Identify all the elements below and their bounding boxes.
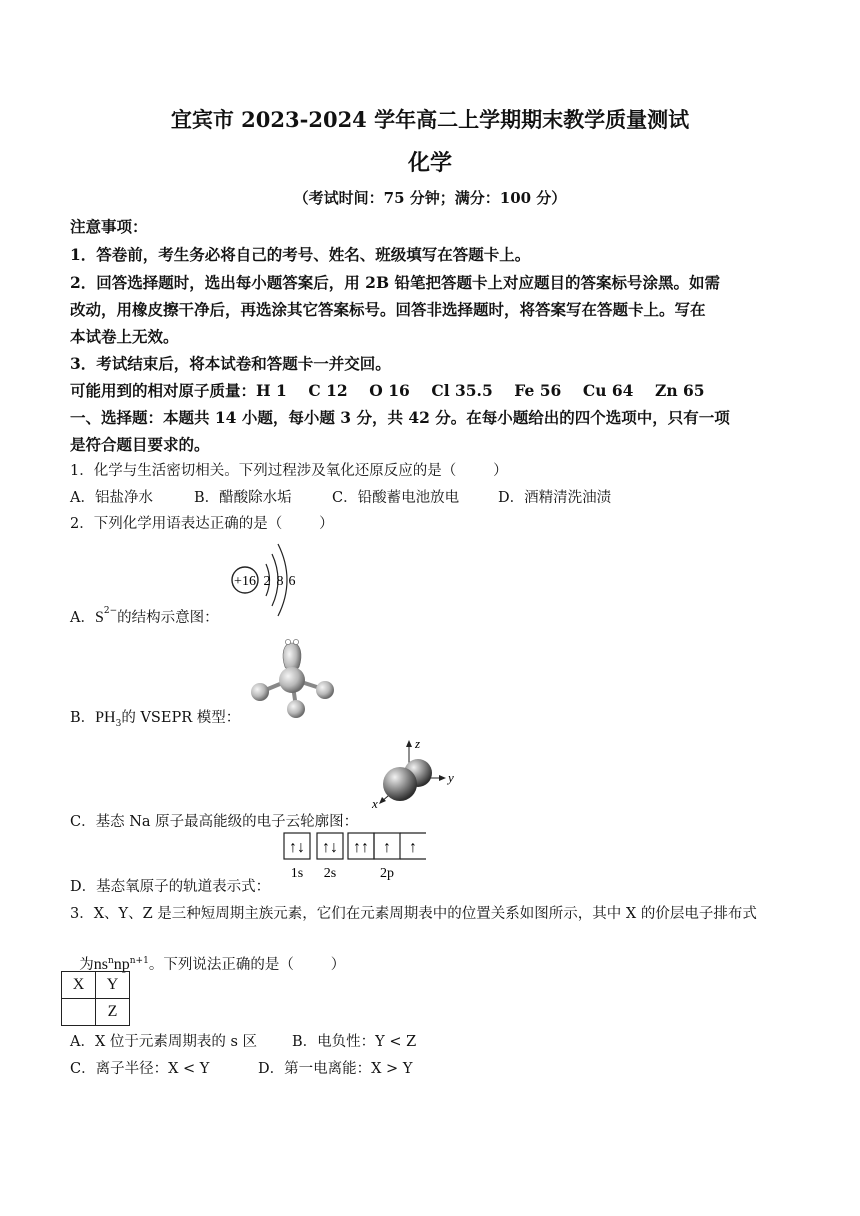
q1-options (70, 486, 611, 507)
q1-option-c: C．铅酸蓄电池放电 (332, 490, 460, 506)
ph3-subscript: 3 (115, 718, 122, 729)
config-np-superscript: n+1 (129, 956, 149, 967)
exam-title: 宜宾市 2023-2024 学年高二上学期期末教学质量测试 (170, 107, 690, 132)
ph3-vsepr-model (243, 633, 339, 719)
q3-option-d: D．第一电离能：X > Y (258, 1061, 413, 1077)
q3-options-row-1 (70, 1030, 416, 1051)
config-ns-superscript: n (107, 956, 114, 967)
q2-option-d: D．基态氧原子的轨道表示式： (70, 879, 271, 895)
section-1-line-2: 是符合题目要求的。 (70, 435, 210, 454)
table-cell-x: X (62, 972, 96, 999)
table-cell-z: Z (96, 999, 130, 1026)
nucleus-charge-label: +16 (234, 574, 256, 589)
q2-option-b-label: B． (70, 710, 96, 726)
periodic-position-table (61, 971, 130, 1026)
label-1s: 1s (290, 866, 304, 881)
table-cell-empty (62, 999, 96, 1026)
exam-info: （考试时间：75 分钟；满分：100 分） (293, 189, 567, 207)
q3-stem-suffix: 。下列说法正确的是（ ） (148, 957, 346, 973)
orbital-1s-electrons: ↑↓ (289, 839, 305, 856)
table-cell-y: Y (96, 972, 130, 999)
q3-stem-line-1: 3．X、Y、Z 是三种短周期主族元素，它们在元素周期表中的位置关系如图所示，其中 X 的价层电子排布式 (70, 906, 757, 922)
notice-heading: 注意事项： (70, 217, 148, 236)
q2-option-b-text: 的 VSEPR 模型： (121, 710, 241, 726)
section-1-line-1: 一、选择题：本题共 14 小题，每小题 3 分，共 42 分。在每小题给出的四个选项中，只有一项 (70, 408, 730, 427)
q1-stem: 1．化学与生活密切相关。下列过程涉及氧化还原反应的是（ ） (70, 463, 508, 479)
q3-stem-prefix: 为 (79, 957, 94, 973)
label-2s: 2s (323, 866, 337, 881)
atomic-masses: 可能用到的相对原子质量：H 1 C 12 O 16 Cl 35.5 Fe 56 Cu 64 Zn 65 (70, 381, 705, 400)
q3-option-b: B．电负性：Y < Z (292, 1034, 417, 1050)
label-2p: 2p (380, 866, 394, 881)
y-axis-label: y (448, 770, 454, 785)
orbital-2p-box-2-electrons: ↑ (383, 839, 391, 856)
shell-2-electrons: 8 (276, 574, 284, 589)
subject-title: 化学 (407, 150, 452, 176)
orbital-2p-box-1-electrons: ↑↑ (353, 839, 369, 856)
sulfur-ion-structure-diagram (228, 538, 308, 618)
q1-option-b: B．醋酸除水垢 (194, 490, 292, 506)
x-axis-label: x (372, 796, 378, 811)
q3-options-row-2 (70, 1057, 412, 1078)
sulfur-symbol: S (94, 609, 104, 626)
notice-item-2-line-2: 改动，用橡皮擦干净后，再选涂其它答案标号。回答非选择题时，将答案写在答题卡上。写在 (70, 300, 706, 319)
q1-option-a: A．铝盐净水 (70, 490, 153, 506)
config-np: np (113, 956, 130, 973)
p-orbital-electron-cloud (366, 738, 462, 814)
q2-option-b (70, 706, 240, 729)
q2-option-c: C．基态 Na 原子最高能级的电子云轮廓图： (70, 814, 359, 830)
notice-item-3: 3．考试结束后，将本试卷和答题卡一并交回。 (70, 354, 391, 373)
oxygen-orbital-diagram (282, 831, 428, 881)
config-ns: ns (93, 956, 108, 973)
q3-stem-line-2 (70, 937, 345, 974)
q2-option-a-text: 的结构示意图： (117, 610, 219, 626)
q2-option-a-label: A． (70, 610, 95, 626)
shell-3-electrons: 6 (288, 574, 296, 589)
q3-option-a: A．X 位于元素周期表的 s 区 (70, 1034, 258, 1050)
orbital-2s-electrons: ↑↓ (322, 839, 338, 856)
notice-item-1: 1．答卷前，考生务必将自己的考号、姓名、班级填写在答题卡上。 (70, 245, 531, 264)
shell-1-electrons: 2 (263, 574, 271, 589)
notice-item-2-line-3: 本试卷上无效。 (70, 327, 179, 346)
q3-option-c: C．离子半径：X < Y (70, 1061, 210, 1077)
sulfur-charge: 2− (103, 606, 118, 617)
ph3-formula: PH (95, 709, 116, 726)
z-axis-label: z (415, 738, 421, 751)
q1-option-d: D．酒精清洗油渍 (498, 490, 612, 506)
q2-option-a (70, 606, 219, 627)
notice-item-2-line-1: 2．回答选择题时，选出每小题答案后，用 2B 铅笔把答题卡上对应题目的答案标号涂黑。如需 (70, 273, 720, 292)
orbital-2p-box-3-electrons: ↑ (409, 839, 417, 856)
q2-stem: 2．下列化学用语表达正确的是（ ） (70, 516, 334, 532)
